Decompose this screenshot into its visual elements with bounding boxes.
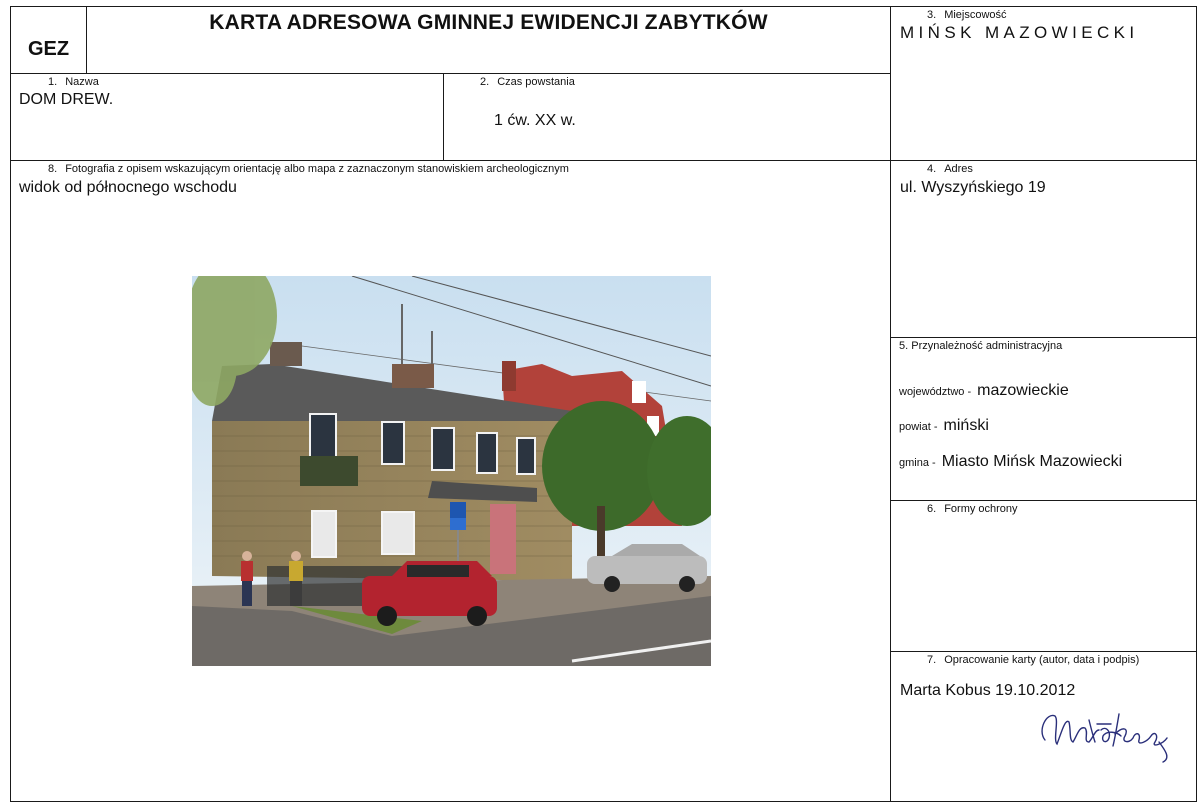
prepared-label-text: Opracowanie karty (autor, data i podpis) — [944, 654, 1140, 666]
date-label — [480, 76, 575, 88]
locality-value: MIŃSK MAZOWIECKI — [900, 23, 1139, 42]
name-value: DOM DREW. — [19, 91, 114, 108]
date-number: 2. — [480, 76, 490, 88]
locality-cell — [891, 7, 1196, 161]
address-label — [927, 163, 973, 175]
address-card-form — [10, 6, 1197, 802]
address-value: ul. Wyszyńskiego 19 — [900, 179, 1046, 196]
admin-cell — [891, 338, 1196, 501]
photo-section-cell — [11, 161, 891, 801]
building-photo — [192, 276, 711, 666]
prepared-cell — [891, 652, 1196, 801]
admin-key-municipality: gmina - — [899, 457, 936, 469]
card-title: KARTA ADRESOWA GMINNEJ EWIDENCJI ZABYTKÓW — [209, 11, 768, 34]
protection-label-text: Formy ochrony — [944, 503, 1018, 515]
address-number: 4. — [927, 163, 937, 175]
building-photo-image — [192, 276, 711, 666]
name-cell — [11, 74, 444, 161]
date-value: 1 ćw. XX w. — [494, 112, 576, 129]
photo-section-label-text: Fotografia z opisem wskazującym orientację albo mapa z zaznaczonym stanowiskiem archeologicznym — [65, 163, 569, 175]
protection-label — [927, 503, 1018, 515]
admin-key-voivodeship: województwo - — [899, 386, 972, 398]
admin-value-voivodeship: mazowieckie — [977, 382, 1069, 399]
prepared-value: Marta Kobus 19.10.2012 — [900, 682, 1076, 699]
name-label — [48, 76, 99, 88]
admin-key-county: powiat - — [899, 421, 938, 433]
admin-value-county: miński — [943, 417, 989, 434]
prepared-number: 7. — [927, 654, 937, 666]
photo-section-label — [48, 163, 569, 175]
photo-caption: widok od północnego wschodu — [19, 179, 237, 196]
locality-label — [927, 9, 1007, 21]
address-cell — [891, 161, 1196, 338]
admin-row-municipality — [899, 453, 1122, 471]
card-code: GEZ — [11, 7, 87, 73]
date-cell — [444, 74, 891, 161]
locality-number: 3. — [927, 9, 937, 21]
admin-value-municipality: Miasto Mińsk Mazowiecki — [941, 453, 1123, 470]
signature-image — [1031, 700, 1181, 770]
admin-row-voivodeship — [899, 382, 1069, 400]
protection-number: 6. — [927, 503, 937, 515]
date-label-text: Czas powstania — [497, 76, 575, 88]
admin-row-county — [899, 417, 989, 435]
locality-label-text: Miejscowość — [944, 9, 1007, 21]
admin-label: 5. Przynależność administracyjna — [899, 340, 1063, 352]
address-label-text: Adres — [944, 163, 973, 175]
name-number: 1. — [48, 76, 58, 88]
name-label-text: Nazwa — [65, 76, 99, 88]
header-cell — [11, 7, 891, 74]
photo-section-number: 8. — [48, 163, 58, 175]
signature — [1031, 700, 1181, 775]
protection-cell — [891, 501, 1196, 652]
prepared-label — [927, 654, 1139, 666]
